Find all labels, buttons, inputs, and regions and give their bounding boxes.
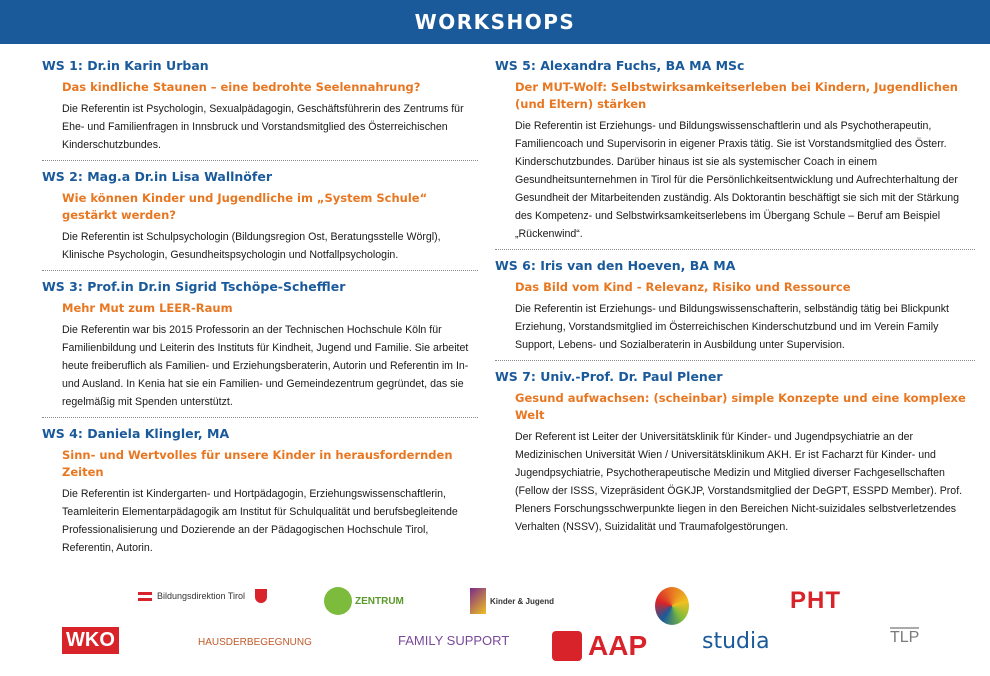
workshop-3 [42,279,478,418]
workshop-5 [495,58,975,250]
workshop-description: Die Referentin ist Erziehungs- und Bildungswissenschaftlerin und als Psychotherapeutin, Familiencoach und Supervisorin in eigener Praxis tätig. Sie ist Vorstandsmitglied des Österr. Kinderschutzbundes. Darüber hinaus ist sie als systemischer Coach in einem Gesundheitsunternehmen in Tirol für die Persönlichkeitsentwicklung und Aufrechterhaltung der Gesundheit der Mitarbeitenden zuständig. Als Doktorantin beschäftigt sie sich mit der Stärkung des Kompetenz- und Selbstwirksamkeitserlebens im Übergang Schule – Beruf am Beispiel „Rückenwind“. [515,120,960,240]
aap-logo [552,630,647,662]
workshop-speaker: WS 6: Iris van den Hoeven, BA MA [495,258,736,273]
workshop-title: Das kindliche Staunen – eine bedrohte Seelennahrung? [62,80,421,94]
tyrol-shield-icon [255,589,267,603]
workshop-description: Die Referentin ist Schulpsychologin (Bildungsregion Ost, Beratungsstelle Wörgl), Klinische Psychologin, Gesundheitspsychologin und Notfallpsychologin. [62,231,441,261]
workshop-speaker: WS 1: Dr.in Karin Urban [42,58,209,73]
workshop-description: Die Referentin ist Kindergarten- und Hortpädagogin, Erziehungswissenschaftlerin, Teamleiterin Elementarpädagogik am Institut für Schulqualität und berufsbegleitende Professionalisierung und Dozierende an der Pädagogischen Hochschule Tirol, Referentin, Autorin. [62,488,458,554]
bpe-flower-icon [655,587,689,625]
bildungsdirektion-label: Bildungsdirektion Tirol [157,591,246,601]
ph-tirol-logo [790,587,841,615]
kinder-jugend-logo [470,588,554,614]
workshop-title: Mehr Mut zum LEER-Raum [62,301,233,315]
bpe-logo [655,587,689,625]
bildungsdirektion-logo [138,589,267,603]
haus-der-begegnung-logo [198,637,312,648]
family-support-logo [398,633,509,648]
zentrum-label: ZENTRUM [355,595,404,607]
workshop-2 [42,169,478,271]
tlp-label: TLP [890,629,920,646]
tlp-logo [890,627,919,647]
haus-label: HAUSDERBEGEGNUNG [198,637,312,648]
workshops-left-column [42,58,478,571]
zentrum-logo [324,587,404,615]
workshop-speaker: WS 7: Univ.-Prof. Dr. Paul Plener [495,369,723,384]
workshop-6 [495,258,975,361]
studia-label: studia [702,629,770,654]
workshop-speaker: WS 5: Alexandra Fuchs, BA MA MSc [495,58,745,73]
workshop-title: Sinn- und Wertvolles für unsere Kinder in herausfordernden Zeiten [62,448,453,479]
ph-tirol-label: PHT [790,587,841,614]
workshop-speaker: WS 4: Daniela Klingler, MA [42,426,230,441]
kinder-jugend-label: Kinder & Jugend [490,596,555,606]
workshop-description: Die Referentin ist Erziehungs- und Bildungswissenschafterin, selbständig tätig bei Blickpunkt Erziehung, Vorstandsmitglied im Österreichischen Kinderschutzbund und im Verein Family Support, Lebens- und Sozialberaterin in Ausbildung unter Supervision. [515,303,949,351]
austria-flag-icon [138,592,152,601]
studia-logo [702,629,770,654]
tree-icon [324,587,352,615]
header-bar [0,0,990,44]
workshop-title: Der MUT-Wolf: Selbstwirksamkeitserleben bei Kindern, Jugendlichen (und Eltern) stärken [515,80,958,111]
workshop-description: Die Referentin war bis 2015 Professorin an der Technischen Hochschule Köln für Familienbildung und Leiterin des Instituts für Kindheit, Jugend und Familie. Sie arbeitet heute freiberuflich als Familien- und Erziehungsberaterin, Autorin und Referentin im In- und Ausland. In Kenia hat sie ein Familien- und Gemeindezentrum gegründet, das sie regelmäßig mit Spenden unterstützt. [62,324,469,408]
sponsor-logos [0,585,990,676]
aap-label: AAP [588,630,648,661]
workshop-description: Der Referent ist Leiter der Universitätsklinik für Kinder- und Jugendpsychiatrie an der Medizinischen Universität Wien / Universitätsklinikum AKH. Er ist Facharzt für Kinder- und Jugendpsychiatrie, Psychotherapeutische Medizin und Mitglied diverser Fachgesellschaften (Fellow der ISSS, Vizepräsident ÖGKJP, Vorstandsmitglied der DeGPT, ESSPD Member). Prof. Pleners Forschungsschwerpunkte liegen in den Bereichen Nicht-suizidales selbstverletzendes Verhalten (NSSV), Suizidalität und Traumafolgestörungen. [515,431,963,533]
workshop-speaker: WS 3: Prof.in Dr.in Sigrid Tschöpe-Scheffler [42,279,346,294]
workshop-4 [42,426,478,563]
wko-logo [62,627,121,654]
workshop-title: Das Bild vom Kind - Relevanz, Risiko und Ressource [515,280,851,294]
workshop-speaker: WS 2: Mag.a Dr.in Lisa Wallnöfer [42,169,272,184]
workshops-right-column [495,58,975,550]
kinder-jugend-icon [470,588,486,614]
family-label: FAMILY SUPPORT [398,633,510,648]
aap-icon [552,631,582,661]
workshop-title: Gesund aufwachsen: (scheinbar) simple Konzepte und eine komplexe Welt [515,391,966,422]
workshop-1 [42,58,478,161]
workshop-title: Wie können Kinder und Jugendliche im „System Schule“ gestärkt werden? [62,191,428,222]
wko-label: WKO [62,627,119,654]
workshop-7 [495,369,975,542]
workshop-description: Die Referentin ist Psychologin, Sexualpädagogin, Geschäftsführerin des Zentrums für Ehe- und Familienfragen in Innsbruck und Vorstandsmitglied des Österreichischen Kinderschutzbundes. [62,103,464,151]
page-title: WORKSHOPS [414,10,576,34]
